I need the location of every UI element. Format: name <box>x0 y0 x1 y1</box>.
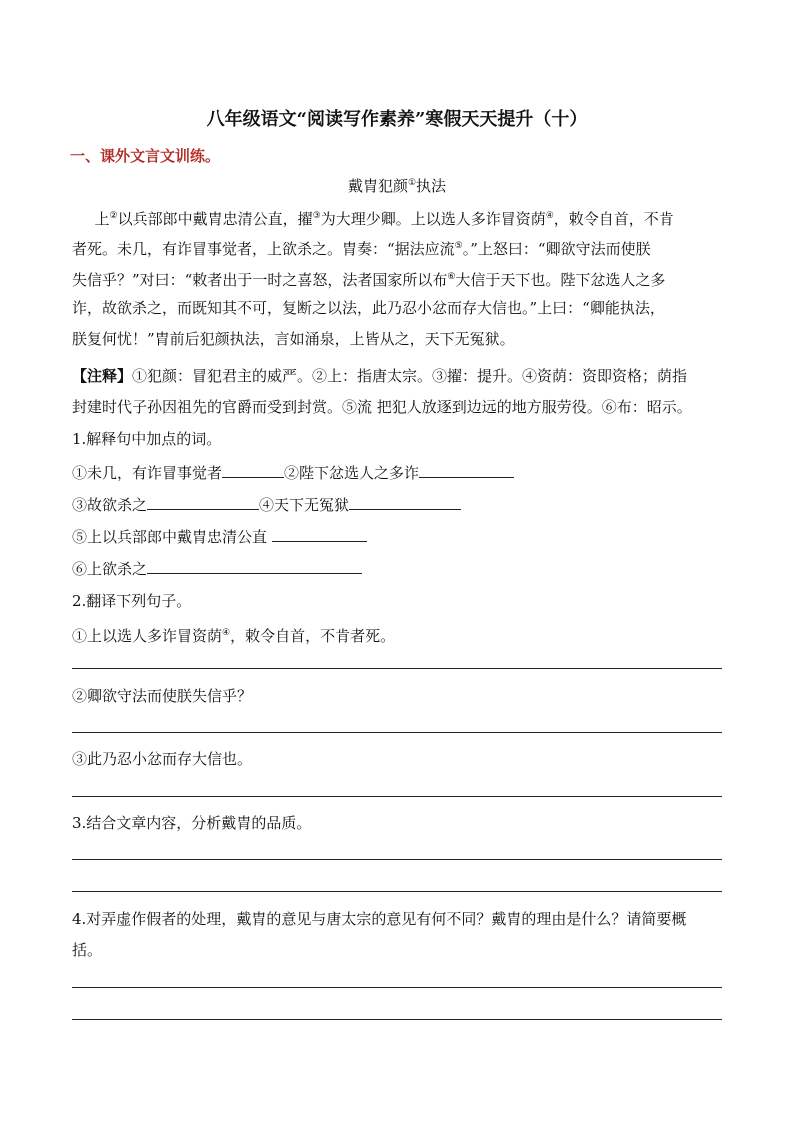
answer-blank[interactable] <box>419 463 514 478</box>
answer-blank[interactable] <box>272 527 367 542</box>
answer-line[interactable] <box>72 732 722 733</box>
answer-blank[interactable] <box>147 495 259 510</box>
question-4-prompt-cont: 括。 <box>72 941 103 959</box>
passage-line: 者死。未几，有诈冒事觉者，上欲杀之。胄奏：“据法应流⑤。”上怒曰：“卿欲守法而使朕 <box>72 240 651 258</box>
question-2-sentence: ②卿欲守法而使朕失信乎？ <box>72 687 253 705</box>
question-1-row: ③故欲杀之 ④天下无冤狱 <box>72 490 724 520</box>
answer-line[interactable] <box>72 859 722 860</box>
question-2-sentence: ①上以选人多诈冒资荫④，敕令自首，不肯者死。 <box>72 627 396 645</box>
question-1-prompt: 1.解释句中加点的词。 <box>72 430 222 448</box>
question-4-prompt: 4.对弄虚作假者的处理，戴胄的意见与唐太宗的意见有何不同？戴胄的理由是什么？请简要概 <box>72 910 687 928</box>
question-3-prompt: 3.结合文章内容，分析戴胄的品质。 <box>72 814 312 832</box>
passage-line: 诈，故欲杀之，而既知其不可，复断之以法，此乃忍小忿而存大信也。”上曰：“卿能执法， <box>72 299 665 317</box>
answer-blank[interactable] <box>147 559 362 574</box>
page-title: 八年级语文“阅读写作素养”寒假天天提升（十） <box>206 109 588 130</box>
notes-line: 封建时代子孙因祖先的官爵而受到封赏。⑤流 把犯人放逐到边远的地方服劳役。⑥布：昭示。 <box>72 398 692 416</box>
notes-label: 【注释】 <box>72 367 133 385</box>
answer-blank[interactable] <box>222 463 284 478</box>
answer-line[interactable] <box>72 668 722 669</box>
answer-line[interactable] <box>72 796 722 797</box>
question-2-sentence: ③此乃忍小忿而存大信也。 <box>72 750 253 768</box>
passage-line: 失信乎？”对曰：“敕者出于一时之喜怒，法者国家所以布⑥大信于天下也。陛下忿选人之多 <box>72 271 666 289</box>
question-2-prompt: 2.翻译下列句子。 <box>72 592 192 610</box>
question-1-row: ⑤上以兵部郎中戴胄忠清公直 <box>72 522 724 552</box>
section-heading: 一、课外文言文训练。 <box>70 147 221 165</box>
passage-line: 上②以兵部郎中戴胄忠清公直，擢③为大理少卿。上以选人多诈冒资荫④，敕令自首，不肯 <box>94 210 674 228</box>
question-1-row: ⑥上欲杀之 <box>72 554 724 584</box>
passage-line: 朕复何忧！”胄前后犯颜执法，言如涌泉，上皆从之，天下无冤狱。 <box>72 330 515 348</box>
answer-line[interactable] <box>72 891 722 892</box>
answer-line[interactable] <box>72 1019 722 1020</box>
passage-title: 戴胄犯颜①执法 <box>347 177 447 195</box>
answer-line[interactable] <box>72 987 722 988</box>
question-1-row: ①未几，有诈冒事觉者 ②陛下忿选人之多诈 <box>72 458 724 488</box>
answer-blank[interactable] <box>349 495 461 510</box>
notes-line: 【注释】①犯颜：冒犯君主的威严。②上：指唐太宗。③擢：提升。④资荫：资即资格；荫指 <box>72 367 688 385</box>
